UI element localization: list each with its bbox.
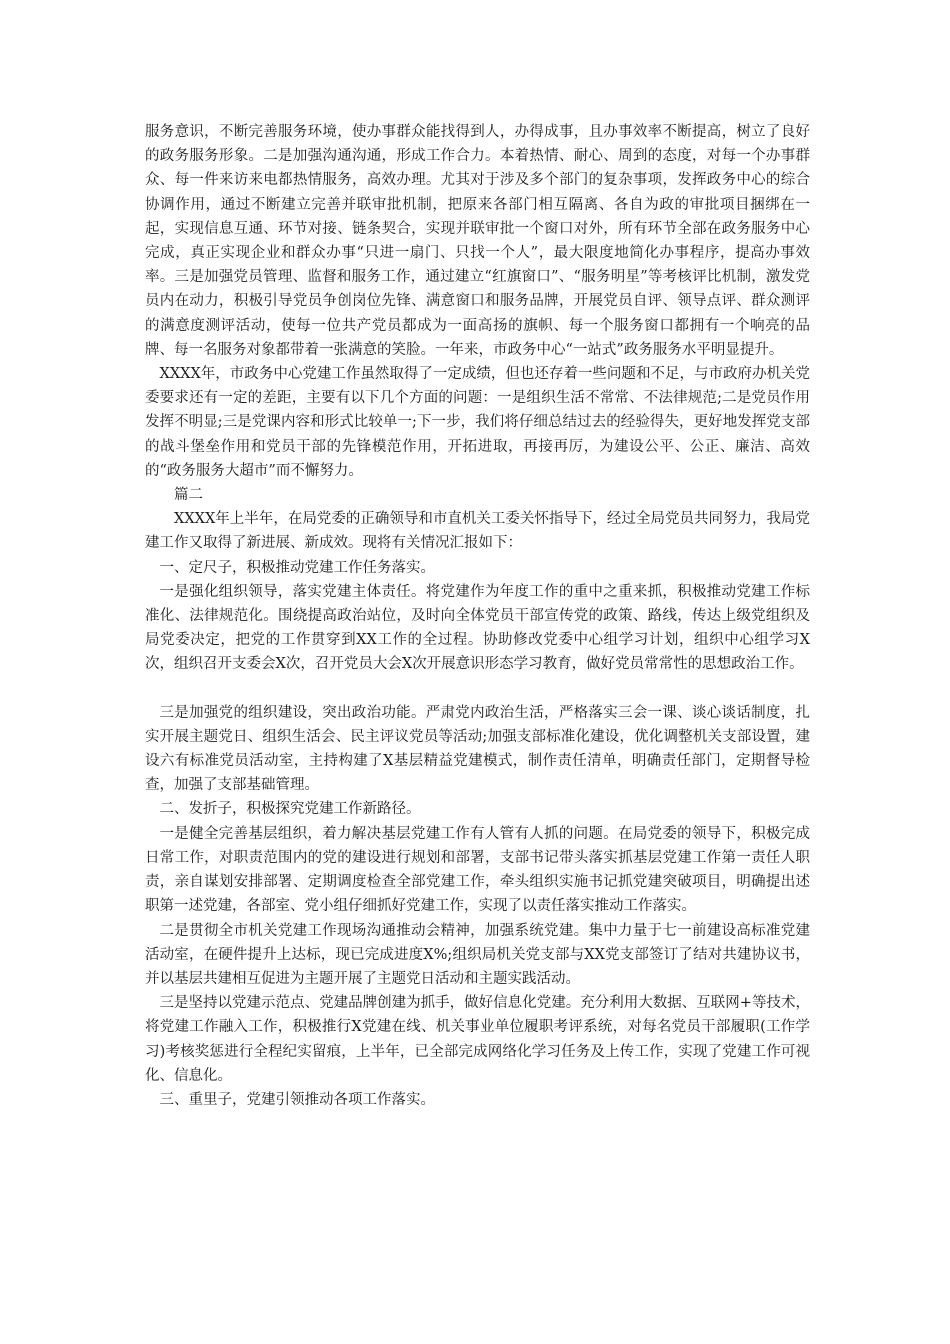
paragraph-6: 一是健全完善基层组织，着力解决基层党建工作有人管有人抓的问题。在局党委的领导下，积极完成日常工作，对职责范围内的党的建设进行规划和部署，支部书记带头落实抓基层党建工作第一责任人职责，亲自谋划安排部署、定期调度检查全部党建工作，牵头组织实施书记抓党建突破项目，明确提出述职第一述党建，各部室、党小组仔细抓好党建工作，实现了以责任落实推动工作落实。 [145, 825, 810, 915]
paragraph-5: 三是加强党的组织建设，突出政治功能。严肃党内政治生活，严格落实三会一课、谈心谈话制度，扎实开展主题党日、组织生活会、民主评议党员等活动;加强支部标准化建设，优化调整机关支部设置，建设六有标准党员活动室，主持构建了X基层精益党建模式，制作责任清单，明确责任部门，定期督导检查，加强了支部基础管理。 [145, 704, 810, 794]
paragraph-7: 二是贯彻全市机关党建工作现场沟通推动会精神，加强系统党建。集中力量于七一前建设高标准党建活动室，在硬件提升上达标，现已完成进度X%;组织局机关党支部与XX党支部签订了结对共建协议书，并以基层共建相互促进为主题开展了主题党日活动和主题实践活动。 [145, 922, 810, 987]
paragraph-4: 一是强化组织领导，落实党建主体责任。将党建作为年度工作的重中之重来抓，积极推动党建工作标准化、法律规范化。围绕提高政治站位，及时向全体党员干部宣传党的政策、路线，传达上级党组织及局党委决定，把党的工作贯穿到XX工作的全过程。协助修改党委中心组学习计划，组织中心组学习X次，组织召开支委会X次，召开党员大会X次开展意识形态学习教育，做好党员常常性的思想政治工作。 [145, 583, 810, 673]
paragraph-1: 服务意识，不断完善服务环境，使办事群众能找得到人，办得成事，且办事效率不断提高，树立了良好的政务服务形象。二是加强沟通沟通，形成工作合力。本着热情、耐心、周到的态度，对每一个办事群众、每一件来访来电都热情服务，高效办理。尤其对于涉及多个部门的复杂事项，发挥政务中心的综合协调作用，通过不断建立完善并联审批机制，把原来各部门相互隔离、各自为政的审批项目捆绑在一起，实现信息互通、环节对接、链条契合，实现并联审批一个窗口对外，所有环节全部在政务服务中心完成，真正实现企业和群众办事“只进一扇门、只找一个人”，最大限度地简化办事程序，提高办事效率。三是加强党员管理、监督和服务工作，通过建立“红旗窗口”、“服务明星”等考核评比机制，激发党员内在动力，积极引导党员争创岗位先锋、满意窗口和服务品牌，开展党员自评、领导点评、群众测评的满意度测评活动，使每一位共产党员都成为一面高扬的旗帜、每一个服务窗口都拥有一个响亮的品牌、每一名服务对象都带着一张满意的笑脸。一年来，市政务中心“一站式”政务服务水平明显提升。 [145, 124, 810, 358]
paragraph-3: XXXX年上半年，在局党委的正确领导和市直机关工委关怀指导下，经过全局党员共同努力，我局党建工作又取得了新进展、新成效。现将有关情况汇报如下： [145, 511, 810, 552]
section-heading-2: 二、发折子，积极探究党建工作新路径。 [159, 801, 421, 818]
section-label: 篇二 [174, 487, 203, 504]
section-heading-3: 三、重里子，党建引领推动各项工作落实。 [159, 1091, 435, 1108]
document-body [145, 120, 810, 1112]
paragraph-2: XXXX年，市政务中心党建工作虽然取得了一定成绩，但也还存着一些问题和不足，与市政府办机关党委要求还有一定的差距，主要有以下几个方面的问题：一是组织生活不常常、不法律规范;二是党员作用发挥不明显;三是党课内容和形式比较单一;下一步，我们将仔细总结过去的经验得失，更好地发挥党支部的战斗堡垒作用和党员干部的先锋模范作用，开拓进取，再接再厉，为建设公平、公正、廉洁、高效的“政务服务大超市”而不懈努力。 [145, 366, 810, 479]
blank-line [145, 677, 810, 701]
section-heading-1: 一、定尺子，积极推动党建工作任务落实。 [159, 559, 435, 576]
paragraph-8: 三是坚持以党建示范点、党建品牌创建为抓手，做好信息化党建。充分利用大数据、互联网+等技术，将党建工作融入工作，积极推行X党建在线、机关事业单位履职考评系统，对每名党员干部履职(工作学习)考核奖惩进行全程纪实留痕，上半年，已全部完成网络化学习任务及上传工作，实现了党建工作可视化、信息化。 [145, 995, 810, 1084]
